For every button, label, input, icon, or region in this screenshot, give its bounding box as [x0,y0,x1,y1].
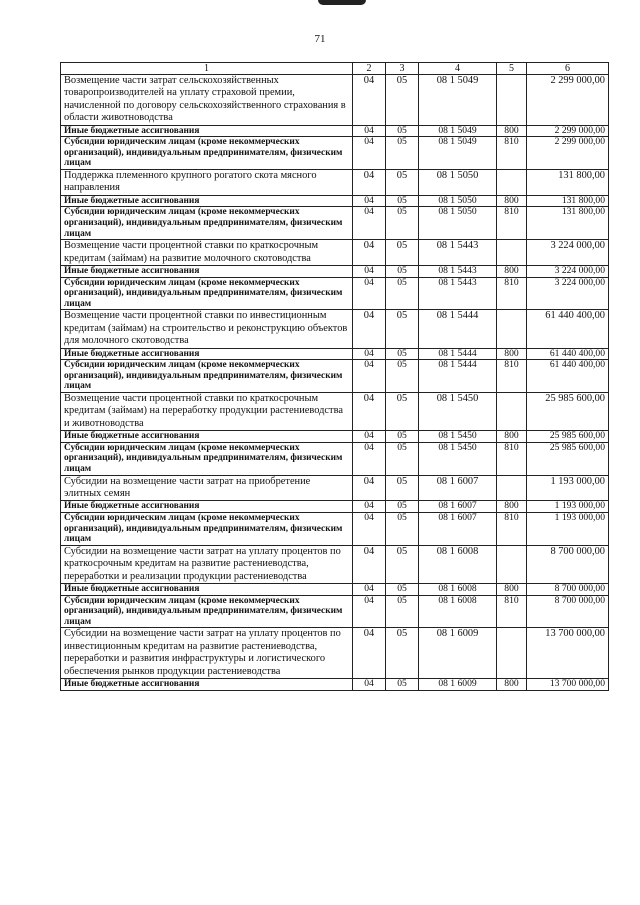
target-article-code: 08 1 6009 [419,628,497,679]
expense-type-code [497,310,527,348]
header-col-2: 2 [353,63,386,75]
table-row [61,207,609,240]
podrazdel-code: 05 [386,240,419,266]
podrazdel-code: 05 [386,125,419,137]
expense-type-code: 810 [497,512,527,545]
razdel-code: 04 [353,125,386,137]
table-row [61,195,609,207]
expense-type-code: 810 [497,595,527,628]
target-article-code: 08 1 5443 [419,277,497,310]
item-name: Субсидии юридическим лицам (кроме некоммерческих организаций), индивидуальным предпринимателям, физическим лицам [61,442,353,475]
table-row [61,595,609,628]
item-name: Субсидии юридическим лицам (кроме некоммерческих организаций), индивидуальным предпринимателям, физическим лицам [61,360,353,393]
razdel-code: 04 [353,277,386,310]
item-name: Субсидии юридическим лицам (кроме некоммерческих организаций), индивидуальным предпринимателям, физическим лицам [61,207,353,240]
amount: 8 700 000,00 [527,583,609,595]
razdel-code: 04 [353,266,386,278]
target-article-code: 08 1 5450 [419,392,497,430]
razdel-code: 04 [353,431,386,443]
razdel-code: 04 [353,137,386,170]
table-body [61,75,609,691]
header-col-6: 6 [527,63,609,75]
item-name: Возмещение части процентной ставки по краткосрочным кредитам (займам) на переработку продукции растениеводства и животноводства [61,392,353,430]
table-row [61,431,609,443]
table-row [61,512,609,545]
expense-type-code [497,545,527,583]
podrazdel-code: 05 [386,512,419,545]
table-row [61,583,609,595]
target-article-code: 08 1 5050 [419,207,497,240]
expense-type-code: 810 [497,277,527,310]
expense-type-code: 800 [497,431,527,443]
podrazdel-code: 05 [386,360,419,393]
amount: 131 800,00 [527,207,609,240]
target-article-code: 08 1 5443 [419,240,497,266]
item-name: Субсидии юридическим лицам (кроме некоммерческих организаций), индивидуальным предпринимателям, физическим лицам [61,137,353,170]
header-col-4: 4 [419,63,497,75]
item-name: Субсидии юридическим лицам (кроме некоммерческих организаций), индивидуальным предпринимателям, физическим лицам [61,595,353,628]
podrazdel-code: 05 [386,207,419,240]
amount: 2 299 000,00 [527,137,609,170]
header-col-5: 5 [497,63,527,75]
expense-type-code: 810 [497,137,527,170]
target-article-code: 08 1 5444 [419,348,497,360]
podrazdel-code: 05 [386,266,419,278]
razdel-code: 04 [353,240,386,266]
podrazdel-code: 05 [386,75,419,126]
amount: 2 299 000,00 [527,75,609,126]
amount: 3 224 000,00 [527,277,609,310]
podrazdel-code: 05 [386,595,419,628]
table-row [61,310,609,348]
razdel-code: 04 [353,545,386,583]
amount: 61 440 400,00 [527,348,609,360]
table-row [61,348,609,360]
budget-table [60,62,609,691]
target-article-code: 08 1 6008 [419,545,497,583]
podrazdel-code: 05 [386,170,419,196]
razdel-code: 04 [353,678,386,690]
amount: 13 700 000,00 [527,628,609,679]
header-col-3: 3 [386,63,419,75]
table-row [61,360,609,393]
expense-type-code [497,75,527,126]
amount: 2 299 000,00 [527,125,609,137]
item-name: Иные бюджетные ассигнования [61,678,353,690]
expense-type-code: 800 [497,583,527,595]
table-row [61,442,609,475]
item-name: Возмещение части процентной ставки по краткосрочным кредитам (займам) на развитие молочного скотоводства [61,240,353,266]
target-article-code: 08 1 6007 [419,475,497,501]
podrazdel-code: 05 [386,545,419,583]
target-article-code: 08 1 6008 [419,583,497,595]
target-article-code: 08 1 6007 [419,501,497,513]
podrazdel-code: 05 [386,678,419,690]
target-article-code: 08 1 5049 [419,137,497,170]
target-article-code: 08 1 5049 [419,125,497,137]
expense-type-code: 810 [497,360,527,393]
table-row [61,475,609,501]
target-article-code: 08 1 6007 [419,512,497,545]
target-article-code: 08 1 6008 [419,595,497,628]
table-row [61,170,609,196]
item-name: Поддержка племенного крупного рогатого скота мясного направления [61,170,353,196]
expense-type-code: 800 [497,195,527,207]
expense-type-code: 800 [497,266,527,278]
podrazdel-code: 05 [386,195,419,207]
item-name: Иные бюджетные ассигнования [61,583,353,595]
expense-type-code: 810 [497,442,527,475]
amount: 1 193 000,00 [527,501,609,513]
podrazdel-code: 05 [386,628,419,679]
target-article-code: 08 1 5444 [419,360,497,393]
amount: 25 985 600,00 [527,442,609,475]
amount: 61 440 400,00 [527,360,609,393]
target-article-code: 08 1 5444 [419,310,497,348]
target-article-code: 08 1 5049 [419,75,497,126]
amount: 1 193 000,00 [527,475,609,501]
amount: 13 700 000,00 [527,678,609,690]
table-row [61,501,609,513]
item-name: Иные бюджетные ассигнования [61,431,353,443]
table-row [61,392,609,430]
header-row [61,63,609,75]
podrazdel-code: 05 [386,475,419,501]
table-row [61,678,609,690]
podrazdel-code: 05 [386,277,419,310]
expense-type-code [497,240,527,266]
table-row [61,137,609,170]
razdel-code: 04 [353,512,386,545]
target-article-code: 08 1 5450 [419,431,497,443]
table-row [61,277,609,310]
razdel-code: 04 [353,442,386,475]
scan-mark [318,0,366,5]
amount: 25 985 600,00 [527,392,609,430]
razdel-code: 04 [353,475,386,501]
expense-type-code [497,628,527,679]
amount: 131 800,00 [527,170,609,196]
target-article-code: 08 1 5450 [419,442,497,475]
amount: 25 985 600,00 [527,431,609,443]
header-col-1: 1 [61,63,353,75]
razdel-code: 04 [353,195,386,207]
expense-type-code: 800 [497,501,527,513]
amount: 3 224 000,00 [527,240,609,266]
razdel-code: 04 [353,310,386,348]
amount: 131 800,00 [527,195,609,207]
table-row [61,75,609,126]
podrazdel-code: 05 [386,348,419,360]
amount: 61 440 400,00 [527,310,609,348]
target-article-code: 08 1 5050 [419,195,497,207]
razdel-code: 04 [353,392,386,430]
razdel-code: 04 [353,207,386,240]
amount: 1 193 000,00 [527,512,609,545]
target-article-code: 08 1 5443 [419,266,497,278]
item-name: Иные бюджетные ассигнования [61,501,353,513]
item-name: Иные бюджетные ассигнования [61,348,353,360]
table-header [61,63,609,75]
razdel-code: 04 [353,75,386,126]
podrazdel-code: 05 [386,431,419,443]
amount: 8 700 000,00 [527,595,609,628]
table-row [61,545,609,583]
item-name: Иные бюджетные ассигнования [61,195,353,207]
target-article-code: 08 1 6009 [419,678,497,690]
item-name: Субсидии на возмещение части затрат на уплату процентов по краткосрочным кредитам на развитие растениеводства, переработки и реализации продукции растениеводства [61,545,353,583]
target-article-code: 08 1 5050 [419,170,497,196]
razdel-code: 04 [353,628,386,679]
item-name: Субсидии на возмещение части затрат на уплату процентов по инвестиционным кредитам на развитие растениеводства, переработки и развития инфраструктуры и логистического обеспечения рынков продукции растениеводства [61,628,353,679]
podrazdel-code: 05 [386,583,419,595]
expense-type-code [497,170,527,196]
page-number: 71 [314,33,326,45]
item-name: Иные бюджетные ассигнования [61,125,353,137]
podrazdel-code: 05 [386,310,419,348]
item-name: Возмещение части процентной ставки по инвестиционным кредитам (займам) на строительство и реконструкцию объектов для молочного скотоводства [61,310,353,348]
razdel-code: 04 [353,360,386,393]
expense-type-code: 810 [497,207,527,240]
item-name: Иные бюджетные ассигнования [61,266,353,278]
table-row [61,240,609,266]
razdel-code: 04 [353,348,386,360]
amount: 3 224 000,00 [527,266,609,278]
expense-type-code [497,392,527,430]
item-name: Субсидии на возмещение части затрат на приобретение элитных семян [61,475,353,501]
table-row [61,628,609,679]
table-row [61,266,609,278]
amount: 8 700 000,00 [527,545,609,583]
expense-type-code: 800 [497,348,527,360]
expense-type-code [497,475,527,501]
table-row [61,125,609,137]
expense-type-code: 800 [497,125,527,137]
razdel-code: 04 [353,595,386,628]
podrazdel-code: 05 [386,501,419,513]
razdel-code: 04 [353,583,386,595]
item-name: Субсидии юридическим лицам (кроме некоммерческих организаций), индивидуальным предпринимателям, физическим лицам [61,277,353,310]
podrazdel-code: 05 [386,442,419,475]
razdel-code: 04 [353,170,386,196]
item-name: Субсидии юридическим лицам (кроме некоммерческих организаций), индивидуальным предпринимателям, физическим лицам [61,512,353,545]
podrazdel-code: 05 [386,137,419,170]
podrazdel-code: 05 [386,392,419,430]
expense-type-code: 800 [497,678,527,690]
item-name: Возмещение части затрат сельскохозяйственных товаропроизводителей на уплату страховой премии, начисленной по договору сельскохозяйственного страхования в области животноводства [61,75,353,126]
razdel-code: 04 [353,501,386,513]
